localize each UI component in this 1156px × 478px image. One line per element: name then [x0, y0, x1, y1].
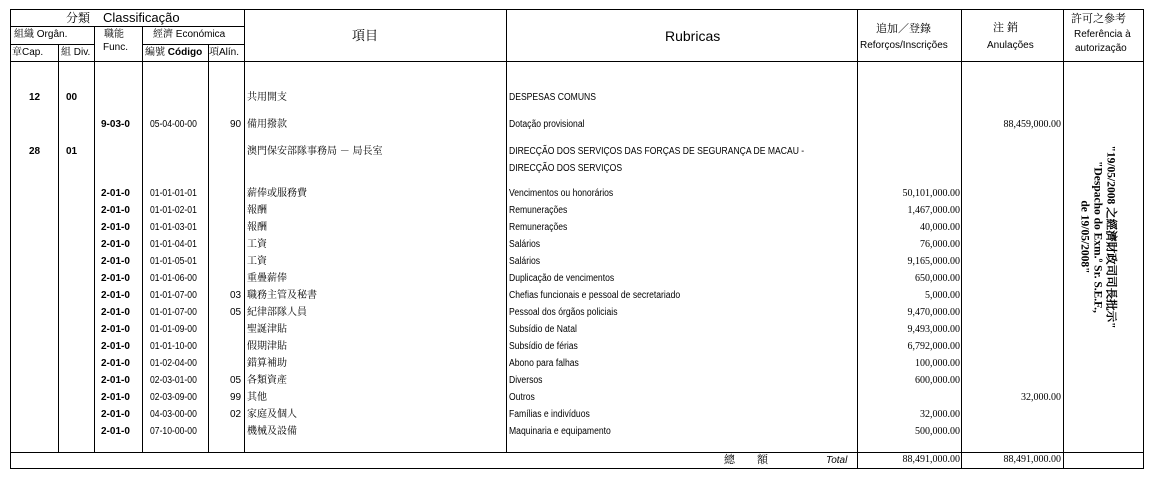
cell-reforco: 40,000.00	[920, 222, 960, 233]
cell-func: 2-01-0	[101, 341, 130, 352]
cell-func: 2-01-0	[101, 222, 130, 233]
cell-alin: 02	[230, 409, 242, 420]
cell-div: 01	[66, 146, 78, 157]
cell-func: 2-01-0	[101, 273, 130, 284]
cell-code: 01-02-04-00	[150, 358, 197, 369]
cell-func: 2-01-0	[101, 375, 130, 386]
cell-reforco: 9,493,000.00	[907, 324, 960, 335]
cell-rubrica: Vencimentos ou honorários	[509, 188, 614, 199]
total-top-line	[10, 452, 1144, 453]
header-rubricas: Rubricas	[665, 28, 721, 44]
cell-func: 2-01-0	[101, 188, 130, 199]
cell-rubrica: Famílias e indivíduos	[509, 409, 590, 420]
cell-rubrica: Maquinaria e equipamento	[509, 426, 611, 437]
cell-func: 2-01-0	[101, 290, 130, 301]
cell-rubrica: Pessoal dos órgãos policiais	[509, 307, 618, 318]
header-functional-zh: 職能	[104, 29, 124, 40]
cell-code: 02-03-01-00	[150, 375, 197, 386]
cell-func: 2-01-0	[101, 205, 130, 216]
col-line-func-econ	[142, 26, 143, 452]
header-classification-pt: Classificação	[103, 10, 180, 25]
total-label-zh: 總 額	[724, 454, 768, 466]
cell-cap: 12	[29, 92, 41, 103]
cell-code: 01-01-06-00	[150, 273, 197, 284]
header-functional-pt: Func.	[103, 42, 129, 53]
cell-code: 02-03-09-00	[150, 392, 197, 403]
cell-rubrica: DESPESAS COMUNS	[509, 92, 596, 103]
header-organic: 組織 Orgân.	[14, 29, 68, 40]
cell-code: 01-01-04-01	[150, 239, 197, 250]
header-line-subgroups	[10, 44, 94, 45]
header-div: 組 Div.	[61, 47, 91, 58]
header-code: 編號 Código	[145, 47, 203, 58]
header-cap: 章Cap.	[12, 47, 44, 58]
cell-code: 05-04-00-00	[150, 119, 197, 130]
header-ref-zh: 許可之參考	[1071, 13, 1126, 25]
cell-reforco: 6,792,000.00	[907, 341, 960, 352]
cell-item: 共用開支	[247, 92, 287, 103]
cell-item: 家庭及個人	[247, 409, 297, 420]
cell-func: 2-01-0	[101, 392, 130, 403]
cell-alin: 03	[230, 290, 242, 301]
cell-rubrica: Subsídio de férias	[509, 341, 578, 352]
cell-func: 2-01-0	[101, 324, 130, 335]
cell-anulacao: 88,459,000.00	[1003, 119, 1061, 130]
total-reforcos: 88,491,000.00	[902, 454, 960, 465]
cell-reforco: 5,000.00	[925, 290, 960, 301]
cell-reforco: 50,101,000.00	[902, 188, 960, 199]
cell-item: 其他	[247, 392, 267, 403]
cell-item: 澳門保安部隊事務局 － 局長室	[247, 146, 383, 157]
cell-code: 04-03-00-00	[150, 409, 197, 420]
cell-item: 重疊薪俸	[247, 273, 287, 284]
cell-alin: 05	[230, 375, 242, 386]
cell-rubrica: DIRECÇÃO DOS SERVIÇOS	[509, 163, 623, 174]
cell-code: 07-10-00-00	[150, 426, 197, 437]
cell-reforco: 9,165,000.00	[907, 256, 960, 267]
cell-code: 01-01-05-01	[150, 256, 197, 267]
authorization-line-3: de 19/05/2008"	[1078, 200, 1091, 274]
cell-func: 2-01-0	[101, 239, 130, 250]
header-line-economic	[142, 44, 244, 45]
cell-code: 01-01-02-01	[150, 205, 197, 216]
header-anulacoes-zh: 注 銷	[993, 22, 1019, 34]
cell-reforco: 32,000.00	[920, 409, 960, 420]
cell-func: 9-03-0	[101, 119, 130, 130]
cell-reforco: 9,470,000.00	[907, 307, 960, 318]
cell-alin: 05	[230, 307, 242, 318]
authorization-line-2: "Despacho do Exm.º Sr. S.E.F.,	[1091, 161, 1104, 313]
cell-code: 01-01-09-00	[150, 324, 197, 335]
cell-rubrica: Salários	[509, 256, 541, 267]
top-border	[10, 9, 1144, 10]
cell-reforco: 1,467,000.00	[907, 205, 960, 216]
total-label-pt: Total	[826, 455, 848, 466]
total-anulacoes: 88,491,000.00	[1003, 454, 1061, 465]
header-classification-zh: 分類	[66, 11, 91, 25]
cell-item: 報酬	[247, 222, 267, 233]
cell-item: 薪俸或服務費	[247, 188, 307, 199]
cell-reforco: 76,000.00	[920, 239, 960, 250]
header-economic: 經濟 Económica	[153, 29, 226, 40]
col-line-anulacoes-ref	[1063, 9, 1064, 468]
cell-item: 工資	[247, 256, 267, 267]
col-line-reforcos-anulacoes	[961, 9, 962, 468]
cell-alin: 90	[230, 119, 242, 130]
col-line-cap-div	[58, 44, 59, 452]
cell-reforco: 100,000.00	[915, 358, 960, 369]
cell-code: 01-01-10-00	[150, 341, 197, 352]
cell-rubrica: Abono para falhas	[509, 358, 579, 369]
cell-item: 備用撥款	[247, 119, 287, 130]
cell-rubrica: Remunerações	[509, 222, 568, 233]
cell-code: 01-01-03-01	[150, 222, 197, 233]
cell-reforco: 600,000.00	[915, 375, 960, 386]
header-bottom-line	[10, 61, 1144, 62]
cell-rubrica: DIRECÇÃO DOS SERVIÇOS DAS FORÇAS DE SEGURANÇA DE MACAU -	[509, 146, 805, 157]
right-border	[1143, 9, 1144, 468]
cell-func: 2-01-0	[101, 426, 130, 437]
cell-item: 機械及設備	[247, 426, 297, 437]
col-line-item-rubricas	[506, 9, 507, 452]
cell-div: 00	[66, 92, 78, 103]
cell-reforco: 650,000.00	[915, 273, 960, 284]
col-line-rubricas-reforcos	[857, 9, 858, 468]
header-ref-pt2: autorização	[1075, 43, 1127, 54]
cell-rubrica: Salários	[509, 239, 541, 250]
col-line-code-alin	[208, 44, 209, 452]
cell-code: 01-01-01-01	[150, 188, 197, 199]
cell-rubrica: Chefias funcionais e pessoal de secretariado	[509, 290, 681, 301]
bottom-border	[10, 468, 1144, 469]
cell-item: 職務主管及秘書	[247, 290, 317, 301]
cell-item: 聖誕津貼	[247, 324, 287, 335]
cell-rubrica: Remunerações	[509, 205, 568, 216]
cell-item: 工資	[247, 239, 267, 250]
cell-rubrica: Outros	[509, 392, 535, 403]
header-ref-pt1: Referência à	[1074, 29, 1131, 40]
header-anulacoes-pt: Anulações	[987, 40, 1034, 51]
header-reforcos-zh: 追加／登錄	[876, 23, 931, 35]
cell-func: 2-01-0	[101, 307, 130, 318]
cell-func: 2-01-0	[101, 358, 130, 369]
cell-item: 錯算補助	[247, 358, 287, 369]
cell-reforco: 500,000.00	[915, 426, 960, 437]
cell-code: 01-01-07-00	[150, 290, 197, 301]
cell-item: 各類資產	[247, 375, 287, 386]
cell-anulacao: 32,000.00	[1021, 392, 1061, 403]
col-line-class-item	[244, 9, 245, 452]
left-border	[10, 9, 11, 468]
header-line-classification	[10, 26, 244, 27]
cell-rubrica: Duplicação de vencimentos	[509, 273, 615, 284]
cell-cap: 28	[29, 146, 41, 157]
cell-alin: 99	[230, 392, 242, 403]
cell-code: 01-01-07-00	[150, 307, 197, 318]
authorization-line-1: "19/05/2008 之經濟財政司司長批示"	[1104, 145, 1117, 329]
cell-rubrica: Dotação provisional	[509, 119, 585, 130]
cell-item: 紀律部隊人員	[247, 307, 307, 318]
cell-item: 報酬	[247, 205, 267, 216]
cell-item: 假期津貼	[247, 341, 287, 352]
col-line-org-func	[94, 26, 95, 452]
cell-rubrica: Diversos	[509, 375, 543, 386]
cell-rubrica: Subsídio de Natal	[509, 324, 577, 335]
header-reforcos-pt: Reforços/Inscrições	[860, 40, 948, 51]
cell-func: 2-01-0	[101, 256, 130, 267]
header-alin: 項Alín.	[209, 47, 240, 58]
header-item: 項目	[352, 28, 379, 43]
cell-func: 2-01-0	[101, 409, 130, 420]
